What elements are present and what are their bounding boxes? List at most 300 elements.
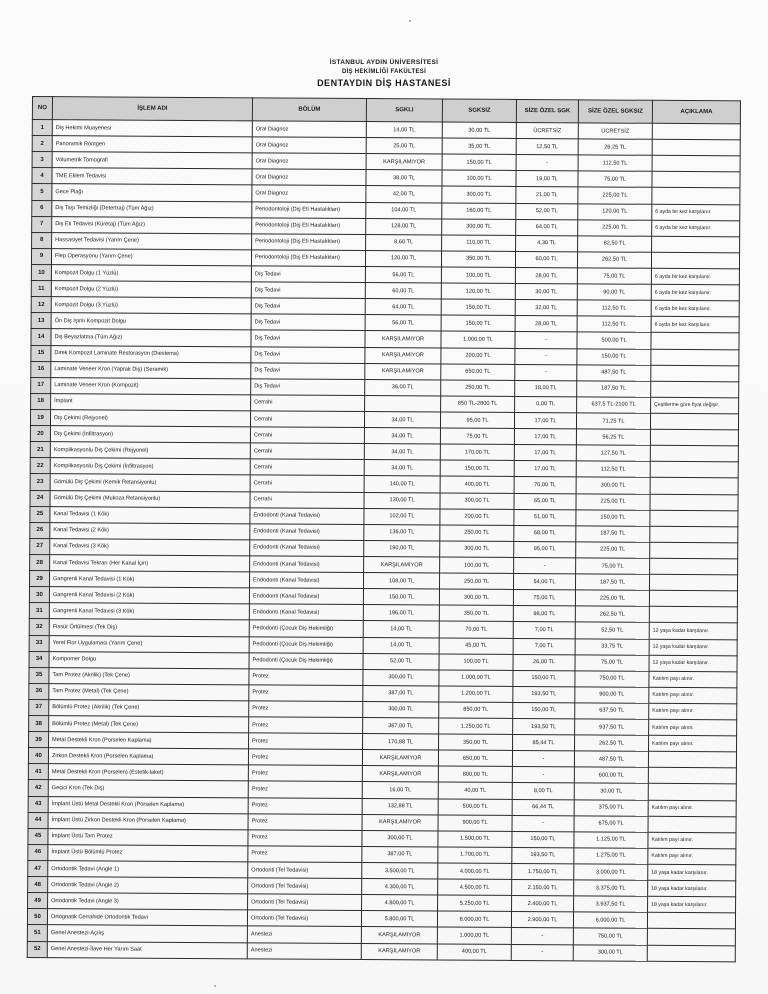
department: Diş Tedavi [251,282,365,299]
price-sgkli: 102,00 TL [364,508,440,525]
price-ozel-sgksiz: 150,00 TL [576,509,650,526]
row-number: 36 [29,683,49,699]
procedure-name: Tam Protez (Metal) (Tek Çene) [49,683,249,700]
price-ozel-sgk: 28,00 TL [515,316,577,332]
price-sgkli: 16,00 TL [362,782,438,799]
price-ozel-sgksiz: 1.125,00 TL [574,832,648,849]
note: 6 ayda bir kez karşılanır. [651,300,739,317]
note: Çeşitlerine göre fiyat değişir. [651,397,739,414]
row-number: 33 [29,635,49,651]
price-ozel-sgksiz: 150,00 TL [577,348,651,365]
note [651,365,739,382]
price-sgkli: 132,88 TL [362,798,438,815]
procedure-name: Kanal Tedavisi (2 Kök) [50,522,250,539]
row-number: 16 [31,361,51,377]
row-number: 39 [29,732,49,748]
row-number: 40 [28,748,48,764]
price-sgkli: 196,00 TL [363,605,439,622]
department: Oral Diagnoz [252,137,366,154]
price-ozel-sgk: 54,00 TL [513,574,575,590]
row-number: 8 [32,232,52,248]
price-ozel-sgksiz: 82,50 TL [578,236,652,253]
price-ozel-sgksiz: 187,50 TL [576,526,650,543]
procedure-name: Gangrenli Kanal Tedavisi (3 Kök) [49,603,249,620]
note [651,333,739,350]
price-ozel-sgk: 18,00 TL [515,380,577,396]
procedure-name: Geçici Kron (Tek Diş) [48,780,248,797]
price-sgkli: KARŞILAMIYOR [364,556,440,573]
price-sgksiz: 1.200,00 TL [439,686,513,703]
department: Diş Tedavi [251,346,365,363]
procedure-name: Ortodontik Tedavi (Angle 2) [48,877,248,894]
row-number: 29 [30,571,50,587]
price-ozel-sgksiz: 56,25 TL [576,429,650,446]
price-ozel-sgk: 85,44 TL [513,735,575,751]
price-ozel-sgksiz: 600,00 TL [574,767,648,784]
procedure-name: Kompomer Dolgu [49,651,249,668]
procedure-name: Gömülü Diş Çekimi (Mukoza Retansiyonlu) [50,490,250,507]
price-sgksiz: 4.000,00 TL [438,863,512,880]
price-sgkli: 56,00 TL [365,315,441,332]
price-sgkli: KARŞILAMIYOR [365,347,441,364]
row-number: 23 [30,474,50,490]
price-ozel-sgk: 150,00 TL [513,670,575,686]
price-sgksiz: 35,00 TL [442,138,516,155]
price-ozel-sgk: 75,00 TL [513,590,575,606]
price-sgksiz: 100,00 TL [439,654,513,671]
procedure-name: Zirkon Destekli Kron (Porselen Kaplama) [48,748,248,765]
price-sgkli: 130,00 TL [364,492,440,509]
department: Protez [249,733,363,750]
price-sgkli: KARŞILAMIYOR [365,363,441,380]
price-sgksiz: 850 TL-2800 TL [441,396,515,413]
price-ozel-sgksiz: 75,00 TL [576,558,650,575]
note [651,252,739,269]
price-sgksiz: 1.250,00 TL [439,718,513,735]
price-sgksiz: 250,00 TL [439,573,513,590]
row-number: 27 [30,538,50,554]
department: Diş Tedavi [251,362,365,379]
price-ozel-sgk: 17,00 TL [514,445,576,461]
price-ozel-sgksiz: 75,00 TL [577,268,651,285]
row-number: 31 [29,603,49,619]
price-sgksiz: 1.000,00 TL [441,331,515,348]
department: Diş Tedavi [251,314,365,331]
row-number: 38 [29,716,49,732]
note [647,929,735,946]
department: Protez [249,717,363,734]
note [651,349,739,366]
note [649,590,737,607]
row-number: 4 [32,168,52,184]
price-sgkli: KARŞILAMIYOR [366,154,442,171]
table-body [27,120,740,962]
procedure-name: Hassasiyet Tedavisi (Yarım Çene) [52,232,252,249]
price-ozel-sgksiz: 262,50 TL [575,735,649,752]
note: 6 ayda bir kez karşılanır. [652,204,740,221]
procedure-name: İmplant Üstü Tam Protez [48,828,248,845]
row-number: 22 [30,458,50,474]
price-sgksiz: 75,00 TL [440,428,514,445]
procedure-name: İmplant Üstü Zirkon Destekli Kron (Porselen Kaplama) [48,812,248,829]
table-row [27,941,735,962]
row-number: 32 [29,619,49,635]
procedure-name: İmplant [51,393,251,410]
department: Periodontoloji (Diş Eti Hastalıkları) [252,234,366,251]
note [650,558,738,575]
price-ozel-sgksiz: 112,50 TL [576,461,650,478]
department: Cerrahi [250,491,364,508]
price-sgkli: 14,00 TL [366,122,442,139]
note [650,542,738,559]
note: 18 yaşa kadar karşılanır. [648,864,736,881]
price-sgkli: 42,00 TL [366,186,442,203]
price-sgkli: 3.500,00 TL [362,863,438,880]
department: Protez [249,685,363,702]
procedure-name: Diş Hekimi Muayenesi [52,120,252,137]
price-ozel-sgk: 21,00 TL [516,187,578,203]
row-number: 15 [31,345,51,361]
price-ozel-sgksiz: 300,00 TL [573,944,647,961]
row-number: 7 [32,216,52,232]
note: Katılım payı alınır. [648,848,736,865]
price-ozel-sgk: 68,00 TL [514,525,576,541]
price-ozel-sgk: 17,00 TL [514,412,576,428]
faculty-name: DİŞ HEKİMLİĞİ FAKÜLTESİ [341,69,427,75]
price-ozel-sgk: 1.750,00 TL [512,863,574,879]
row-number: 1 [32,120,52,136]
price-ozel-sgk: - [515,364,577,380]
row-number: 28 [30,554,50,570]
row-number: 26 [30,522,50,538]
procedure-name: Laminate Veneer Kron (Yaprak Diş) (Seramik) [51,361,251,378]
price-ozel-sgk: 193,50 TL [512,847,574,863]
price-ozel-sgksiz: 487,50 TL [577,364,651,381]
department: Diş Tedavi [251,330,365,347]
price-ozel-sgksiz: 225,00 TL [578,219,652,236]
department: Ortodonti (Tel Tedavisi) [248,894,362,911]
note [652,236,740,253]
price-ozel-sgksiz: 71,25 TL [576,413,650,430]
department: Protez [248,814,362,831]
procedure-name: Metal Destekli Kron (Porselen) (Estetik-laket) [48,764,248,781]
department: Cerrahi [251,395,365,412]
department: Ortodonti (Tel Tedavisi) [248,878,362,895]
price-ozel-sgk: - [516,155,578,171]
row-number: 37 [29,699,49,715]
row-number: 25 [30,506,50,522]
price-sgksiz: 45,00 TL [439,637,513,654]
price-ozel-sgksiz: 30,00 TL [574,783,648,800]
price-ozel-sgksiz: 75,00 TL [575,654,649,671]
price-sgksiz: 4.500,00 TL [438,879,512,896]
price-ozel-sgksiz: 225,00 TL [575,590,649,607]
department: Endodonti (Kanal Tedavisi) [250,524,364,541]
price-sgksiz: 150,00 TL [441,315,515,332]
price-ozel-sgk: 19,00 TL [516,171,578,187]
department: Endodonti (Kanal Tedavisi) [250,507,364,524]
price-ozel-sgksiz: 90,00 TL [577,284,651,301]
department: Protez [248,846,362,863]
price-sgksiz: 300,00 TL [440,493,514,510]
price-ozel-sgksiz: 187,50 TL [577,381,651,398]
price-ozel-sgksiz: 675,00 TL [574,816,648,833]
price-ozel-sgksiz: 750,00 TL [573,928,647,945]
price-sgksiz: 40,00 TL [438,782,512,799]
note: 12 yaşa kadar karşılanır. [649,655,737,672]
department: Protez [249,669,363,686]
price-ozel-sgk: 2.400,00 TL [512,896,574,912]
department: Periodontoloji (Diş Eti Hastalıkları) [251,250,365,267]
row-number: 10 [31,264,51,280]
price-ozel-sgk: 98,00 TL [513,606,575,622]
note: Katılım payı alınır. [649,703,737,720]
procedure-name: Metal Destekli Kron (Porselen Kaplama) [49,732,249,749]
price-ozel-sgk: 28,00 TL [515,267,577,283]
price-ozel-sgksiz: 262,50 TL [575,606,649,623]
note: 6 ayda bir kez karşılanır. [651,317,739,334]
price-sgksiz: 120,00 TL [441,283,515,300]
row-number: 42 [28,780,48,796]
hospital-name: DENTAYDIN DİŞ HASTANESİ [317,78,451,88]
row-number: 11 [31,281,51,297]
price-ozel-sgk: 150,00 TL [513,702,575,718]
price-ozel-sgk: 150,00 TL [512,831,574,847]
price-ozel-sgk: ÜCRETSİZ [516,122,578,138]
fee-table [27,96,741,962]
note [649,607,737,624]
row-number: 24 [30,490,50,506]
department: Oral Diagnoz [252,169,366,186]
price-ozel-sgksiz: 6.000,00 TL [573,912,647,929]
price-ozel-sgk: 64,00 TL [516,219,578,235]
row-number: 43 [28,796,48,812]
procedure-name: Komplikasyonlu Diş Çekimi (Rejyonel) [50,442,250,459]
department: Cerrahi [250,443,364,460]
price-ozel-sgksiz: 120,00 TL [578,203,652,220]
price-ozel-sgksiz: 225,00 TL [578,187,652,204]
price-ozel-sgk: 51,00 TL [514,509,576,525]
price-sgksiz: 30,00 TL [442,122,516,139]
price-ozel-sgk: 2.150,00 TL [512,880,574,896]
department: Pedodonti (Çocuk Diş Hekimliği) [249,652,363,669]
department: Oral Diagnoz [252,185,366,202]
price-sgksiz: 300,00 TL [440,541,514,558]
note [650,494,738,511]
price-sgkli: 5.800,00 TL [361,911,437,928]
department: Oral Diagnoz [252,121,366,138]
procedure-name: TME Eklem Tedavisi [52,168,252,185]
procedure-name: Kanal Tedavisi (1 Kök) [50,506,250,523]
col-no-header: NO [32,97,52,120]
price-sgksiz: 1.000,00 TL [437,927,511,944]
price-sgksiz: 650,00 TL [441,364,515,381]
department: Diş Tedavi [251,298,365,315]
procedure-name: Diş Eti Tedavisi (Küretaj) (Tüm Ağız) [52,216,252,233]
price-sgkli: 128,00 TL [366,218,442,235]
department: Diş Tedavi [251,266,365,283]
note: 12 yaşa kadar karşılanır. [649,639,737,656]
note: Katılım payı alınır. [649,671,737,688]
note: 12 yaşa kadar karşılanır. [649,623,737,640]
price-sgkli: KARŞILAMIYOR [361,943,437,960]
procedure-name: Genel Anestezi-İlave Her Yarım Saat [47,941,247,959]
price-sgkli: 56,00 TL [365,267,441,284]
price-sgksiz: 110,00 TL [442,235,516,252]
department: Ortodonti (Tel Tedavisi) [247,910,361,927]
row-number: 2 [32,136,52,152]
department: Protez [249,701,363,718]
procedure-name: Ön Diş Işınlı Kompozit Dolgu [51,313,251,330]
price-sgkli: 104,00 TL [366,202,442,219]
university-name: İSTANBUL AYDIN ÜNİVERSİTESİ [329,59,439,66]
price-ozel-sgksiz: 637,5 TL-2100 TL [577,397,651,414]
procedure-name: Ortodontik Tedavi (Angle 3) [48,893,248,910]
price-sgksiz: 250,00 TL [441,380,515,397]
col-ozel-sgk-header: SİZE ÖZEL SGK [516,99,578,122]
price-sgksiz: 250,00 TL [440,525,514,542]
price-ozel-sgksiz: 112,50 TL [577,316,651,333]
col-procedure-header: İŞLEM ADI [52,97,252,121]
price-ozel-sgk: 193,50 TL [513,718,575,734]
procedure-name: Gömülü Diş Çekimi (Kemik Retansiyonlu) [50,474,250,491]
price-ozel-sgksiz: 112,50 TL [577,300,651,317]
department: Periodontoloji (Diş Eti Hastalıkları) [252,201,366,218]
price-ozel-sgk: 60,00 TL [515,251,577,267]
procedure-name: Kanal Tedavisi (3 Kök) [50,538,250,555]
scan-speck [214,985,216,987]
department: Cerrahi [250,411,364,428]
col-sgkli-header: SGKLI [366,99,442,122]
price-sgkli: 150,00 TL [363,589,439,606]
price-sgksiz: 95,00 TL [440,412,514,429]
price-ozel-sgksiz: ÜCRETSİZ [578,123,652,140]
price-ozel-sgk: 52,00 TL [516,203,578,219]
procedure-name: Kompozit Dolgu (3 Yüzlü) [51,297,251,314]
price-sgkli: 300,00 TL [362,830,438,847]
row-number: 21 [30,442,50,458]
procedure-name: Gece Plağı [52,184,252,201]
price-sgkli: 190,00 TL [364,540,440,557]
note [648,816,736,833]
department: Pedodonti (Çocuk Diş Hekimliği) [249,636,363,653]
department: Protez [248,765,362,782]
price-ozel-sgk: 7,00 TL [513,638,575,654]
price-sgkli: 52,00 TL [363,653,439,670]
price-ozel-sgksiz: 937,50 TL [575,719,649,736]
price-ozel-sgk: 0,00 TL [515,396,577,412]
price-sgkli: 387,00 TL [362,846,438,863]
note [650,413,738,430]
row-number: 52 [27,941,47,958]
price-ozel-sgksiz: 52,50 TL [575,622,649,639]
row-number: 19 [30,409,50,425]
row-number: 34 [29,651,49,667]
row-number: 6 [32,200,52,216]
price-sgksiz: 350,00 TL [441,251,515,268]
price-ozel-sgk: 26,00 TL [513,654,575,670]
row-number: 51 [27,925,47,941]
note [648,784,736,801]
price-sgkli: 34,00 TL [364,460,440,477]
row-number: 49 [28,893,48,909]
price-ozel-sgk: - [512,767,574,783]
price-ozel-sgk: - [515,332,577,348]
price-ozel-sgksiz: 3.375,00 TL [574,880,648,897]
department: Anestezi [247,926,361,943]
price-sgkli: 170,88 TL [363,734,439,751]
row-number: 45 [28,828,48,844]
price-sgkli: 34,00 TL [364,428,440,445]
row-number: 46 [28,844,48,860]
price-sgkli: 4.300,00 TL [362,879,438,896]
price-sgkli: 387,00 TL [363,685,439,702]
price-ozel-sgk: 66,44 TL [512,799,574,815]
price-sgkli: 34,00 TL [364,444,440,461]
price-sgkli: 38,00 TL [366,170,442,187]
department: Oral Diagnoz [252,153,366,170]
price-sgkli: 14,00 TL [363,637,439,654]
price-sgksiz: 200,00 TL [440,509,514,526]
row-number: 9 [31,248,51,264]
department: Endodonti (Kanal Tedavisi) [249,588,363,605]
procedure-name: Ortognatik Cerrahide Ortodontik Tedavi [47,909,247,926]
price-ozel-sgksiz: 112,50 TL [578,155,652,172]
note [650,478,738,495]
price-sgksiz: 200,00 TL [441,348,515,365]
department: Cerrahi [250,427,364,444]
procedure-name: Ortodontik Tedavi (Angle 1) [48,861,248,878]
row-number: 35 [29,667,49,683]
price-sgksiz: 1.500,00 TL [438,831,512,848]
price-ozel-sgksiz: 1.275,00 TL [574,848,648,865]
row-number: 14 [31,329,51,345]
procedure-name: Volumetrik Tomografi [52,152,252,169]
price-sgkli: KARŞILAMIYOR [362,750,438,767]
price-ozel-sgk: 17,00 TL [514,429,576,445]
procedure-name: Bölümlü Protez (Akrilik) (Tek Çene) [49,700,249,717]
note [649,574,737,591]
price-sgkli: KARŞILAMIYOR [362,814,438,831]
price-ozel-sgksiz: 487,50 TL [574,751,648,768]
procedure-name: İmplant Üstü Bölümlü Protez [48,845,248,862]
price-sgksiz: 100,00 TL [442,170,516,187]
procedure-name: Genel Anestezi-Açılış [47,925,247,942]
col-sgksiz-header: SGKSIZ [442,99,516,122]
price-sgkli: 140,00 TL [364,476,440,493]
price-ozel-sgk: 8,00 TL [512,783,574,799]
price-sgksiz: 1.000,00 TL [439,670,513,687]
price-ozel-sgk: 7,00 TL [513,622,575,638]
procedure-name: Yerel Flor Uygulaması (Yarım Çene) [49,635,249,652]
price-ozel-sgksiz: 750,00 TL [575,671,649,688]
row-number: 41 [28,764,48,780]
price-sgksiz: 300,00 TL [442,219,516,236]
price-ozel-sgksiz: 300,00 TL [576,477,650,494]
note [652,188,740,205]
price-sgksiz: 350,00 TL [439,734,513,751]
procedure-name: Diş Çekimi (Rejyonel) [50,410,250,427]
price-sgksiz: 150,00 TL [442,154,516,171]
price-ozel-sgk: 17,00 TL [514,461,576,477]
procedure-name: Diş Beyazlatma (Tüm Ağız) [51,329,251,346]
price-sgksiz: 650,00 TL [438,750,512,767]
note [651,381,739,398]
price-ozel-sgksiz: 75,00 TL [578,171,652,188]
price-sgkli: 14,00 TL [363,621,439,638]
price-ozel-sgksiz: 225,00 TL [576,542,650,559]
note [650,445,738,462]
